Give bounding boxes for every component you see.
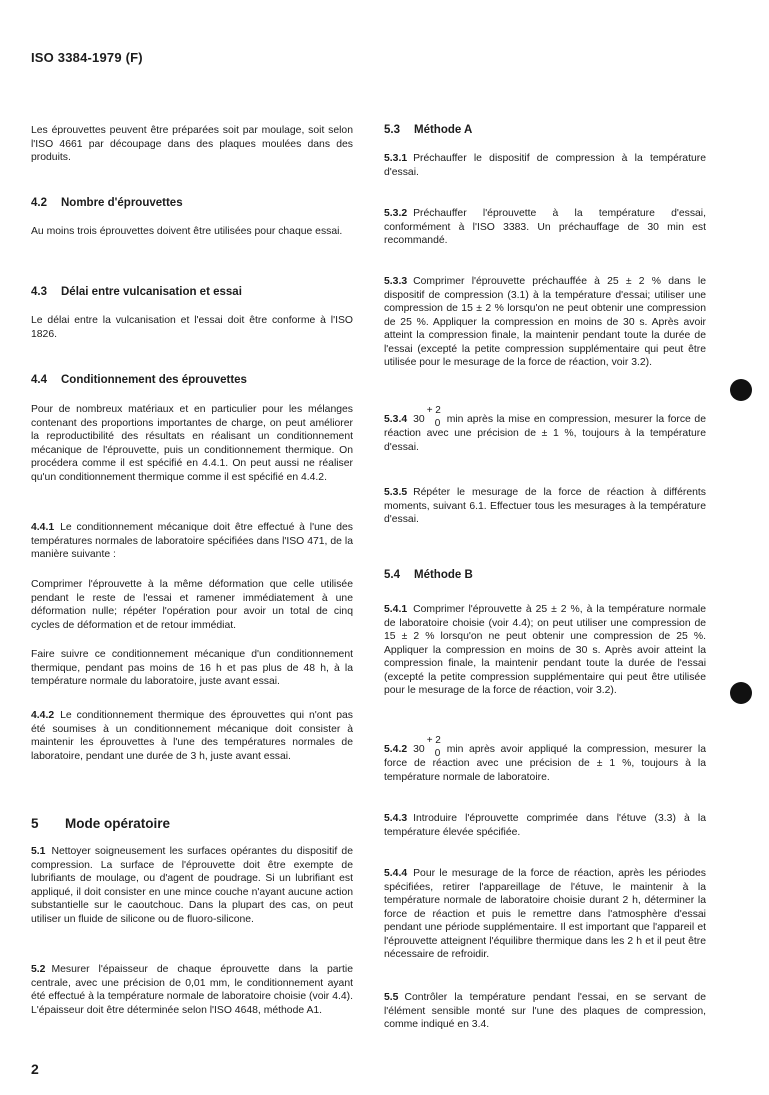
- section-5-4-2: 5.4.2 30 + 2 0 min après avoir appliqué la compression, mesurer la force de réaction avec une précision de ± 1 %, toujours à la température normale de laboratoire.: [384, 735, 706, 783]
- section-5-3-heading: 5.3 Méthode A: [384, 124, 473, 136]
- section-4-3-text: Le délai entre la vulcanisation et l'essai doit être conforme à l'ISO 1826.: [31, 315, 353, 340]
- section-5-3-5: 5.3.5 Répéter le mesurage de la force de réaction à différents moments, suivant 6.1. Effectuer tous les mesurages à la température d'essai.: [384, 487, 706, 525]
- section-5-heading: 5 Mode opératoire: [31, 816, 171, 831]
- tolerance-superscript: + 2 0: [426, 735, 441, 759]
- binder-hole-bottom: [730, 682, 752, 704]
- binder-hole-top: [730, 379, 752, 401]
- page-number: 2: [31, 1061, 39, 1077]
- section-4-4-heading: 4.4 Conditionnement des éprouvettes: [31, 374, 247, 386]
- section-5-2: 5.2 Mesurer l'épaisseur de chaque éprouvette dans la partie centrale, avec une précision de 0,01 mm, le conditionnement ayant été effectué à la température normale de laboratoire choisie (voir 4.4). L'épaisseur doit être déterminée selon l'ISO 4648, méthode A1.: [31, 964, 353, 1016]
- document-header: ISO 3384-1979 (F): [31, 50, 143, 65]
- section-5-4-1: 5.4.1 Comprimer l'éprouvette à 25 ± 2 %, à la température normale de laboratoire choisie (voir 4.4); on peut utiliser une compression de 15 ± 2 % lorsqu'on ne peut obtenir une compression de 25 %. Appliquer la compression en moins de 30 s. Après avoir atteint la compression finale, la maintenir pendant toute la durée de l'essai (excepté la petite compression supplémentaire qui peut être utilisée pour le mesurage de la force de réaction, voir 3.2).: [384, 604, 706, 696]
- section-4-4-text: Pour de nombreux matériaux et en particulier pour les mélanges contenant des proportions importantes de charge, on peut améliorer la reproductibilité des résultats en réalisant un conditionnement mécanique de l'éprouvette, puis un conditionnement thermique. On procédera comme il est spécifié en 4.4.1. On peut aussi ne réaliser qu'un conditionnement thermique comme il est spécifié en 4.4.2.: [31, 404, 353, 483]
- section-4-2-text: Au moins trois éprouvettes doivent être utilisées pour chaque essai.: [31, 226, 343, 237]
- tolerance-superscript: + 2 0: [426, 405, 441, 429]
- section-5-5: 5.5 Contrôler la température pendant l'essai, en se servant de l'élément sensible monté sur l'une des plaques de compression, comme indiqué en 3.4.: [384, 992, 706, 1030]
- section-5-3-2: 5.3.2 Préchauffer l'éprouvette à la température d'essai, conformément à l'ISO 3383. Un préchauffage de 30 min est recommandé.: [384, 208, 706, 246]
- section-4-3-heading: 4.3 Délai entre vulcanisation et essai: [31, 286, 242, 298]
- section-5-1: 5.1 Nettoyer soigneusement les surfaces opérantes du dispositif de compression. La surface de l'éprouvette doit être exempte de lubrifiants de moulage, ou d'agent de poudrage. Si un lubrifiant est appliqué, il doit consister en une mince couche n'ayant aucune action substantielle sur le caoutchouc. Dans la plupart des cas, on peut utiliser un fluide de silicone ou de fluoro-silicone.: [31, 846, 353, 925]
- section-5-4-heading: 5.4 Méthode B: [384, 569, 473, 581]
- section-4-4-1: 4.4.1 Le conditionnement mécanique doit être effectué à l'une des températures normales de laboratoire spécifiées dans l'ISO 471, de la manière suivante :: [31, 522, 353, 560]
- section-5-4-4: 5.4.4 Pour le mesurage de la force de réaction, après les périodes spécifiées, retirer l'appareillage de l'étuve, le maintenir à la température normale de laboratoire choisie durant 2 h, déterminer la force de réaction et puis le remettre dans l'atmosphère d'essai pendant une période supplémentaire. Il est important que l'appareil et l'éprouvette atteignent l'équilibre thermique dans les 2 h et il peut être nécessaire de refroidir.: [384, 868, 706, 960]
- paragraph-faire-suivre: Faire suivre ce conditionnement mécanique d'un conditionnement thermique, pendant pas moins de 16 h et pas plus de 48 h, à la température normale du laboratoire, juste avant essai.: [31, 649, 353, 687]
- section-5-3-1: 5.3.1 Préchauffer le dispositif de compression à la température d'essai.: [384, 153, 706, 178]
- section-5-3-4: 5.3.4 30 + 2 0 min après la mise en compression, mesurer la force de réaction avec une précision de ± 1 %, toujours à la température d'essai.: [384, 405, 706, 453]
- paragraph-comprimer: Comprimer l'éprouvette à la même déformation que celle utilisée pendant le reste de l'essai et ramener immédiatement à une déformation nulle; répéter l'opération pour avoir un total de cinq cycles de déformation et de retour immédiat.: [31, 579, 353, 631]
- section-5-4-3: 5.4.3 Introduire l'éprouvette comprimée dans l'étuve (3.3) à la température élevée spécifiée.: [384, 813, 706, 838]
- section-5-3-3: 5.3.3 Comprimer l'éprouvette préchauffée à 25 ± 2 % dans le dispositif de compression (3.1) à la température d'essai; utiliser une compression de 15 ± 2 % lorsqu'on ne peut obtenir une compression de 25 %. Appliquer la compression en moins de 30 s. Après avoir atteint la compression finale, la maintenir pendant toute la durée de l'essai (excepté la petite compression supplémentaire qui peut être utilisée pour le mesurage de la force de réaction, voir 3.2).: [384, 276, 706, 368]
- section-4-2-heading: 4.2 Nombre d'éprouvettes: [31, 197, 183, 209]
- section-4-4-2: 4.4.2 Le conditionnement thermique des éprouvettes qui n'ont pas été soumises à un conditionnement mécanique doit consister à maintenir les éprouvettes à l'une des températures normales de laboratoire, pendant une durée de 3 h, juste avant essai.: [31, 710, 353, 762]
- intro-paragraph: Les éprouvettes peuvent être préparées soit par moulage, soit selon l'ISO 4661 par découpage dans des plaques moulées dans des produits.: [31, 125, 353, 163]
